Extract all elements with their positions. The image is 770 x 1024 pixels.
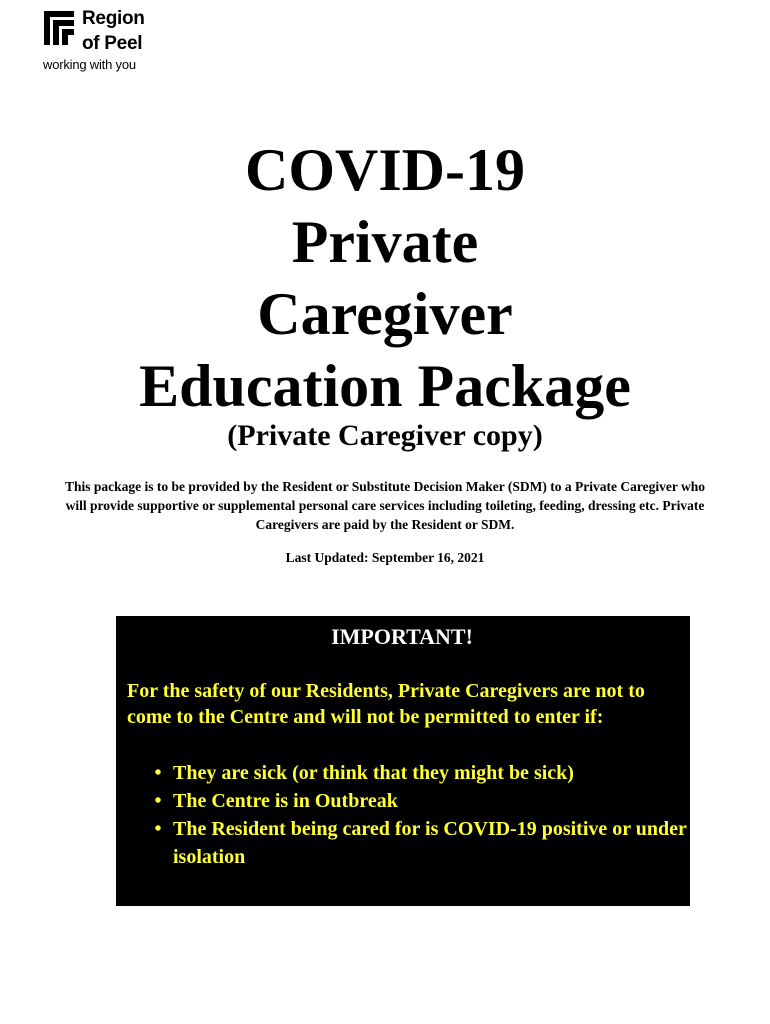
- list-item: [127, 759, 687, 787]
- peel-logo-mark-icon: [42, 9, 78, 49]
- bullet-icon: •: [154, 818, 162, 840]
- package-description: This package is to be provided by the Resident or Substitute Decision Maker (SDM) to a Private Caregiver who will provide supportive or supplemental personal care services including toileting, feeding, dressing etc. Private Caregivers are paid by the Resident or SDM.: [65, 479, 705, 532]
- title-line: COVID-19: [245, 137, 525, 203]
- important-heading: IMPORTANT!: [331, 624, 473, 649]
- title-line: Private: [291, 209, 479, 275]
- title-line: Caregiver: [257, 281, 513, 347]
- important-conditions-list: [127, 759, 687, 871]
- important-intro-text: For the safety of our Residents, Private Caregivers are not to come to the Centre and will not be permitted to enter if:: [127, 680, 645, 728]
- list-item-text: The Centre is in Outbreak: [173, 790, 398, 812]
- bullet-icon: •: [154, 790, 162, 812]
- last-updated-date: Last Updated: September 16, 2021: [285, 550, 485, 565]
- list-item-text: They are sick (or think that they might be sick): [173, 762, 574, 784]
- logo-text-region: Region: [82, 8, 145, 29]
- document-subtitle: (Private Caregiver copy): [227, 419, 543, 452]
- title-line: Education Package: [139, 353, 631, 419]
- list-item: [127, 815, 687, 871]
- list-item-text: The Resident being cared for is COVID-19 positive or under isolation: [173, 818, 687, 868]
- region-of-peel-logo: [42, 9, 172, 75]
- logo-tagline: working with you: [43, 57, 136, 72]
- document-title: [0, 134, 770, 422]
- list-item: [127, 787, 687, 815]
- bullet-icon: •: [154, 762, 162, 784]
- logo-text-of-peel: of Peel: [82, 33, 143, 54]
